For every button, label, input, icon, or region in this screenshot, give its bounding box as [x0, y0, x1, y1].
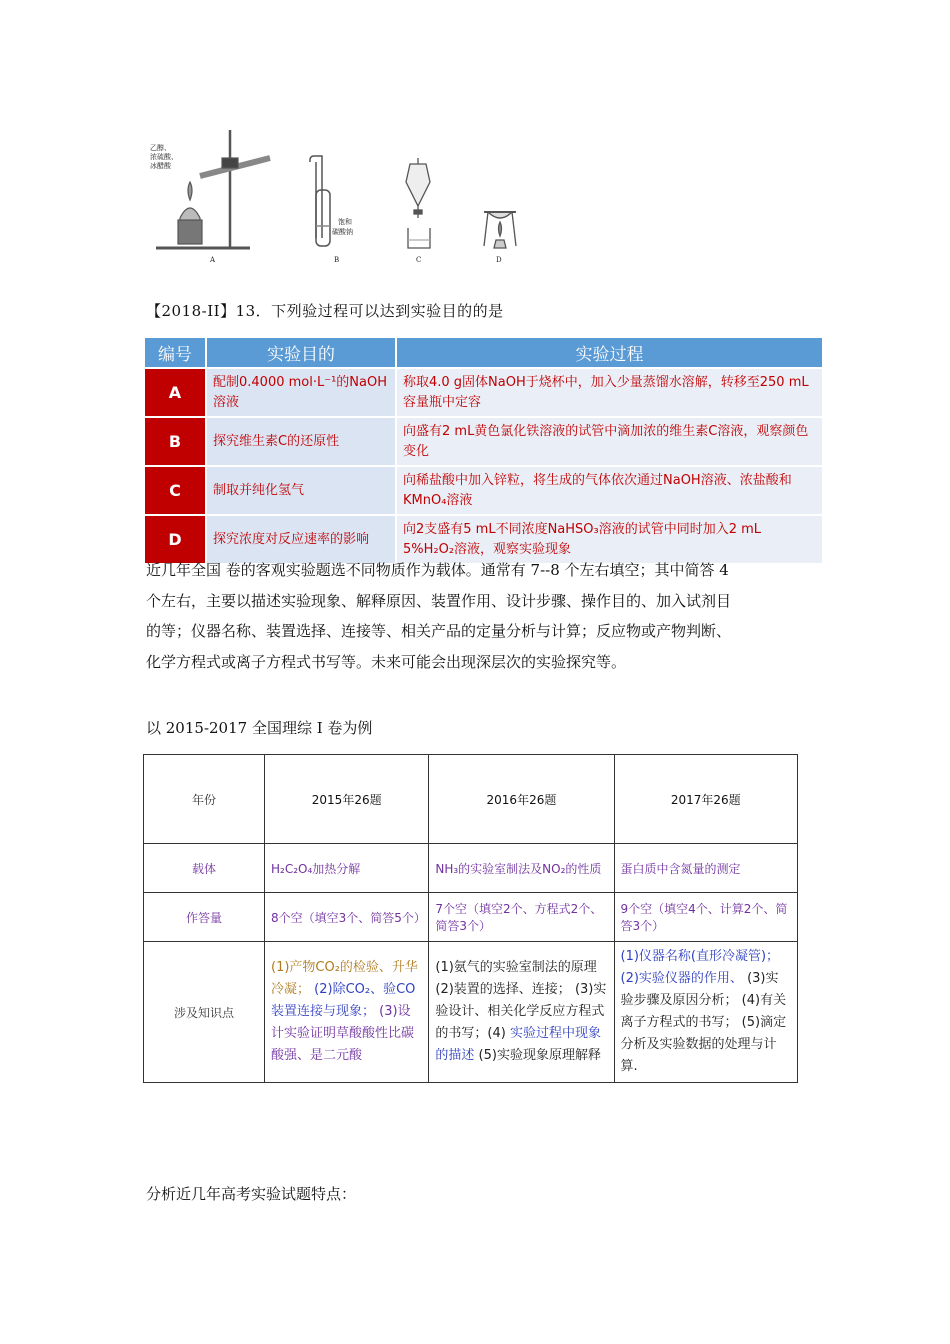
analysis-paragraph: [146, 555, 816, 677]
apparatus-a: [156, 130, 270, 248]
topic-item: 实验过程中现象的描述: [435, 1026, 601, 1063]
topic-item: (1)产物CO₂的检验、升华冷凝；: [271, 960, 418, 997]
table-row: [144, 942, 798, 1083]
header-year: 年份: [144, 755, 265, 844]
label-sat-2: 碳酸钠: [332, 228, 353, 236]
row-procedure: 向盛有2 mL黄色氯化铁溶液的试管中滴加浓的维生素C溶液，观察颜色变化: [396, 417, 823, 466]
topic-item: (3)实验步骤及原因分析；: [620, 971, 779, 1008]
table-row: [144, 417, 823, 466]
row-code: B: [144, 417, 206, 466]
topics-2016: [429, 942, 614, 1083]
row-label-answers: 作答量: [144, 893, 265, 942]
row-code: D: [144, 515, 206, 564]
apparatus-d: [484, 212, 516, 248]
row-procedure: 称取4.0 g固体NaOH于烧杯中，加入少量蒸馏水溶解，转移至250 mL容量瓶中定容: [396, 368, 823, 417]
header-code: 编号: [144, 337, 206, 368]
topic-item: (5)实验现象原理解释: [478, 1048, 601, 1063]
row-purpose: 配制0.4000 mol·L⁻¹的NaOH溶液: [206, 368, 396, 417]
years-table: [143, 754, 798, 1083]
answers-2017: 9个空（填空4个、计算2个、简答3个）: [614, 893, 798, 942]
topic-item: (1)仪器名称(直形冷凝管)；(2)实验仪器的作用、: [620, 949, 780, 986]
footer-line: 分析近几年高考实验试题特点：: [146, 1185, 357, 1203]
table-row: [144, 368, 823, 417]
topic-item: (2)除CO₂、验CO装置连接与现象；: [271, 982, 416, 1019]
header-2017: 2017年26题: [614, 755, 798, 844]
row-label-carrier: 载体: [144, 844, 265, 893]
apparatus-b: [310, 156, 330, 246]
label-a: A: [210, 256, 216, 264]
table-row: [144, 466, 823, 515]
label-reagents-3: 冰醋酸: [150, 162, 171, 170]
experiment-table: [144, 337, 823, 564]
paragraph-line: 化学方程式或离子方程式书写等。未来可能会出现深层次的实验探究等。: [146, 652, 627, 671]
header-2015: 2015年26题: [265, 755, 429, 844]
row-purpose: 制取并纯化氢气: [206, 466, 396, 515]
row-code: A: [144, 368, 206, 417]
label-c: C: [416, 256, 422, 264]
header-procedure: 实验过程: [396, 337, 823, 368]
carrier-2017: 蛋白质中含氮量的测定: [614, 844, 798, 893]
row-purpose: 探究浓度对反应速率的影响: [206, 515, 396, 564]
label-d: D: [496, 256, 502, 264]
label-reagents-2: 浓硫酸、: [150, 153, 178, 161]
paragraph-line: 个左右，主要以描述实验现象、解释原因、装置作用、设计步骤、操作目的、加入试剂目: [146, 591, 732, 610]
topic-item: (1)氨气的实验室制法的原理(2)装置的选择、连接；: [435, 960, 597, 997]
label-reagents-1: 乙醇、: [150, 144, 171, 152]
question-heading: 【2018-II】13．下列验过程可以达到实验目的的是: [146, 302, 504, 320]
example-line: 以 2015-2017 全国理综 I 卷为例: [146, 719, 373, 737]
label-sat-1: 饱和: [338, 218, 352, 226]
answers-2015: 8个空（填空3个、简答5个）: [265, 893, 429, 942]
header-purpose: 实验目的: [206, 337, 396, 368]
apparatus-drawing: [150, 128, 522, 268]
apparatus-figure: [150, 128, 522, 268]
table-row: [144, 893, 798, 942]
row-code: C: [144, 466, 206, 515]
years-table-header: [144, 755, 798, 844]
apparatus-c: [406, 158, 430, 248]
topic-item: (3)设计实验证明草酸酸性比碳酸强、是二元酸: [271, 1004, 415, 1063]
paragraph-line: 近几年全国 卷的客观实验题选不同物质作为载体。通常有 7--8 个左右填空；其中简答 4: [146, 561, 729, 579]
table-row: [144, 844, 798, 893]
paragraph-line: 的等；仪器名称、装置选择、连接等、相关产品的定量分析与计算；反应物或产物判断、: [146, 622, 732, 640]
experiment-table-header: [144, 337, 823, 368]
topic-item: (4)有关离子方程式的书写；: [620, 993, 787, 1030]
topic-item: (3)实验设计、相关化学反应方程式的书写；(4): [435, 982, 607, 1041]
row-label-topics: 涉及知识点: [144, 942, 265, 1083]
row-procedure: 向稀盐酸中加入锌粒，将生成的气体依次通过NaOH溶液、浓盐酸和KMnO₄溶液: [396, 466, 823, 515]
header-2016: 2016年26题: [429, 755, 614, 844]
answers-2016: 7个空（填空2个、方程式2个、简答3个）: [429, 893, 614, 942]
topics-2017: [614, 942, 798, 1083]
carrier-2016: NH₃的实验室制法及NO₂的性质: [429, 844, 614, 893]
topic-item: (5)滴定分析及实验数据的处理与计算.: [620, 1015, 787, 1074]
carrier-2015: H₂C₂O₄加热分解: [265, 844, 429, 893]
row-procedure: 向2支盛有5 mL不同浓度NaHSO₃溶液的试管中同时加入2 mL 5%H₂O₂溶液，观察实验现象: [396, 515, 823, 564]
row-purpose: 探究维生素C的还原性: [206, 417, 396, 466]
topics-2015: [265, 942, 429, 1083]
label-b: B: [334, 256, 340, 264]
